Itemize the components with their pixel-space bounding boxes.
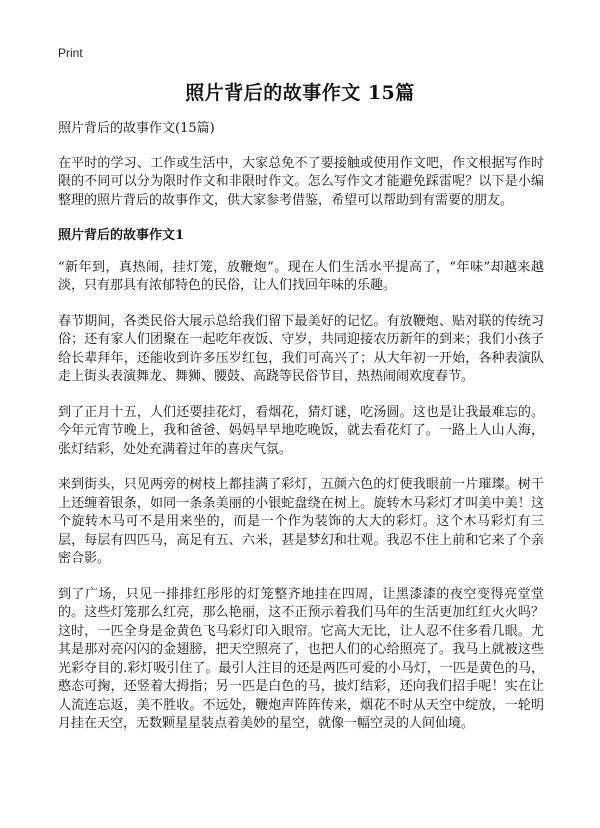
body-paragraph: 来到街头，只见两旁的树枝上都挂满了彩灯，五颜六色的灯使我眼前一片璀璨。树干上还缠着银条，如同一条条美丽的小银蛇盘绕在树上。旋转木马彩灯才叫美中美！这个旋转木马可不是用来坐的，而是一个作为装饰的大大的彩灯。这个木马彩灯有三层，每层有四匹马，高足有五、六米，甚是梦幻和壮观。我忍不住上前和它来了个亲密合影。 xyxy=(58,477,544,566)
body-paragraph: 春节期间，各类民俗大展示总给我们留下最美好的记忆。有放鞭炮、贴对联的传统习俗；还有家人们团聚在一起吃年夜饭、守岁，共同迎接农历新年的到来；我们小孩子给长辈拜年，还能收到许多压岁红包，我们可高兴了；从大年初一开始，各种表演队走上街头表演舞龙、舞狮、腰鼓、高跷等民俗节目，热热闹闹欢度春节。 xyxy=(58,313,544,384)
document-title: 照片背后的故事作文 15篇 xyxy=(185,82,415,104)
body-paragraph: 到了正月十五，人们还要挂花灯，看烟花，猜灯谜，吃汤圆。这也是让我最难忘的。今年元宵节晚上，我和爸爸、妈妈早早地吃晚饭，就去看花灯了。一路上人山人海，张灯结彩，处处充满着过年的喜庆气氛。 xyxy=(58,404,544,457)
document-subtitle: 照片背后的故事作文(15篇) xyxy=(58,121,215,136)
intro-paragraph: 在平时的学习、工作或生活中，大家总免不了要接触或使用作文吧，作文根据写作时限的不同可以分为限时作文和非限时作文。怎么写作文才能避免踩雷呢？以下是小编整理的照片背后的故事作文，供大家参考借鉴，希望可以帮助到有需要的朋友。 xyxy=(58,155,544,208)
print-link[interactable]: Print xyxy=(58,46,83,60)
body-paragraph: 到了广场，只见一排排红彤彤的灯笼整齐地挂在四周，让黑漆漆的夜空变得亮堂堂的。这些灯笼那么红亮，那么艳丽，这不正预示着我们马年的生活更加红红火火吗？这时，一匹全身是金黄色飞马彩灯印入眼帘。它高大无比，让人忍不住多看几眼。尤其是那对亮闪闪的金翅膀，把天空照亮了，也把人们的心给照亮了。我马上就被这些光彩夺目的.彩灯吸引住了。最引人注目的还是两匹可爱的小马灯，一匹是黄色的马，憨态可掬，还竖着大拇指；另一匹是白色的马，披灯结彩，还向我们招手呢！实在让人流连忘返，美不胜收。不远处，鞭炮声阵阵传来，烟花不时从天空中绽放，一轮明月挂在天空，无数颗星星装点着美妙的星空，就像一幅空灵的人间仙境。 xyxy=(58,586,544,731)
body-paragraph: “新年到，真热闹，挂灯笼，放鞭炮”。现在人们生活水平提高了，“年味”却越来越淡，只有那具有浓郁特色的民俗，让人们找回年味的乐趣。 xyxy=(58,259,544,293)
document-body xyxy=(58,120,544,751)
section-heading: 照片背后的故事作文1 xyxy=(58,228,185,243)
